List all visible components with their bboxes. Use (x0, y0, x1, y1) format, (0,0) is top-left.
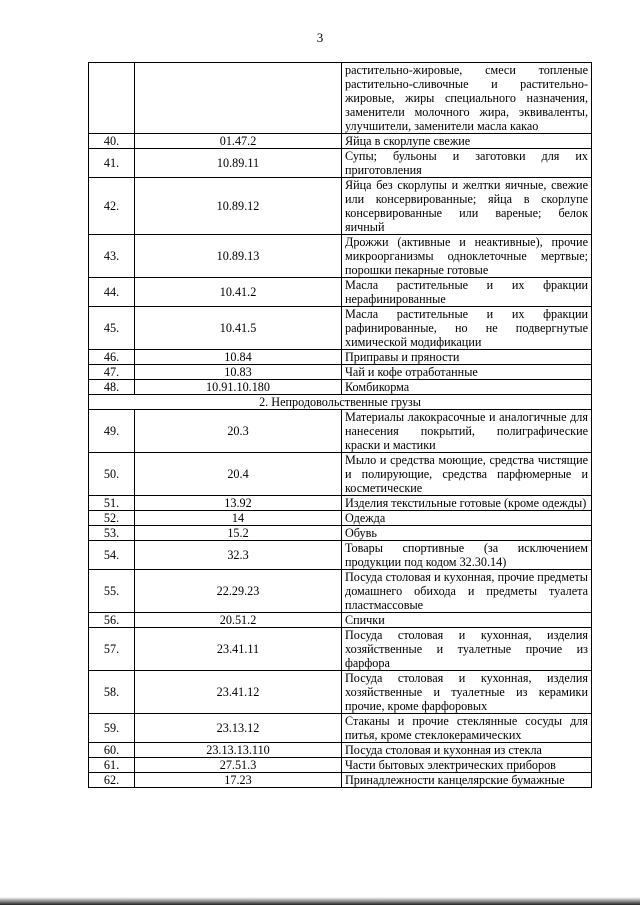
row-number: 58. (89, 671, 135, 714)
row-description: Части бытовых электрических приборов (342, 758, 592, 773)
section-row (89, 395, 592, 410)
table-row (89, 743, 592, 758)
row-number: 60. (89, 743, 135, 758)
row-code: 14 (135, 511, 342, 526)
table-row (89, 758, 592, 773)
row-code: 10.89.13 (135, 235, 342, 278)
table-row (89, 714, 592, 743)
table-row (89, 134, 592, 149)
row-code: 10.89.11 (135, 149, 342, 178)
row-code (135, 63, 342, 134)
row-code: 23.13.13.110 (135, 743, 342, 758)
row-description: Материалы лакокрасочные и аналогичные для нанесения покрытий, полиграфические краски и мастики (342, 410, 592, 453)
row-code: 20.51.2 (135, 613, 342, 628)
row-description: Мыло и средства моющие, средства чистящие и полирующие, средства парфюмерные и косметические (342, 453, 592, 496)
row-description: Посуда столовая и кухонная, прочие предметы домашнего обихода и предметы туалета пластмассовые (342, 570, 592, 613)
row-code: 13.92 (135, 496, 342, 511)
row-description: Посуда столовая и кухонная, изделия хозяйственные и туалетные из керамики прочие, кроме фарфоровых (342, 671, 592, 714)
table-row (89, 570, 592, 613)
row-number: 40. (89, 134, 135, 149)
row-description: Супы; бульоны и заготовки для их приготовления (342, 149, 592, 178)
row-number: 46. (89, 350, 135, 365)
row-code: 10.84 (135, 350, 342, 365)
row-description: Комбикорма (342, 380, 592, 395)
row-description: Принадлежности канцелярские бумажные (342, 773, 592, 788)
row-description: Посуда столовая и кухонная из стекла (342, 743, 592, 758)
continuation-row (89, 63, 592, 134)
row-code: 10.41.5 (135, 307, 342, 350)
row-number: 43. (89, 235, 135, 278)
row-number: 50. (89, 453, 135, 496)
row-description: Спички (342, 613, 592, 628)
page-number: 3 (316, 30, 324, 45)
row-number: 49. (89, 410, 135, 453)
row-description: Масла растительные и их фракции нерафинированные (342, 278, 592, 307)
table-row (89, 235, 592, 278)
row-code: 23.41.12 (135, 671, 342, 714)
goods-table (88, 62, 592, 788)
row-code: 20.3 (135, 410, 342, 453)
row-number: 59. (89, 714, 135, 743)
row-number: 51. (89, 496, 135, 511)
row-code: 10.89.12 (135, 178, 342, 235)
row-number: 57. (89, 628, 135, 671)
row-description: Яйца без скорлупы и желтки яичные, свежие или консервированные; яйца в скорлупе консервированные или вареные; белок яичный (342, 178, 592, 235)
row-description: Одежда (342, 511, 592, 526)
table-row (89, 278, 592, 307)
row-number: 54. (89, 541, 135, 570)
row-number: 47. (89, 365, 135, 380)
table-row (89, 496, 592, 511)
row-number: 53. (89, 526, 135, 541)
row-code: 23.13.12 (135, 714, 342, 743)
table-row (89, 178, 592, 235)
row-code: 27.51.3 (135, 758, 342, 773)
row-code: 22.29.23 (135, 570, 342, 613)
row-number: 42. (89, 178, 135, 235)
row-description: Чай и кофе отработанные (342, 365, 592, 380)
row-description: Яйца в скорлупе свежие (342, 134, 592, 149)
table-row (89, 628, 592, 671)
row-code: 10.83 (135, 365, 342, 380)
row-number: 45. (89, 307, 135, 350)
table-row (89, 541, 592, 570)
row-number: 41. (89, 149, 135, 178)
row-description: Приправы и пряности (342, 350, 592, 365)
table-row (89, 365, 592, 380)
row-description: Масла растительные и их фракции рафинированные, но не подвергнутые химической модификации (342, 307, 592, 350)
row-code: 10.91.10.180 (135, 380, 342, 395)
row-description: Товары спортивные (за исключением продукции под кодом 32.30.14) (342, 541, 592, 570)
table-row (89, 671, 592, 714)
row-number: 48. (89, 380, 135, 395)
section-title: 2. Непродовольственные грузы (89, 395, 592, 410)
table-row (89, 773, 592, 788)
row-number (89, 63, 135, 134)
row-description: растительно-жировые, смеси топленые растительно-сливочные и растительно-жировые, жиры специального назначения, заменители молочного жира, эквиваленты, улучшители, заменители масла какао (342, 63, 592, 134)
row-number: 44. (89, 278, 135, 307)
table-row (89, 410, 592, 453)
row-number: 56. (89, 613, 135, 628)
table-row (89, 307, 592, 350)
row-code: 15.2 (135, 526, 342, 541)
row-description: Изделия текстильные готовые (кроме одежды) (342, 496, 592, 511)
row-code: 20.4 (135, 453, 342, 496)
scan-edge (0, 897, 640, 905)
row-code: 10.41.2 (135, 278, 342, 307)
row-code: 23.41.11 (135, 628, 342, 671)
row-code: 01.47.2 (135, 134, 342, 149)
table-row (89, 350, 592, 365)
row-number: 52. (89, 511, 135, 526)
row-code: 32.3 (135, 541, 342, 570)
row-number: 55. (89, 570, 135, 613)
table-body (89, 63, 592, 788)
table-row (89, 149, 592, 178)
table-row (89, 380, 592, 395)
table-row (89, 511, 592, 526)
row-description: Обувь (342, 526, 592, 541)
row-description: Стаканы и прочие стеклянные сосуды для питья, кроме стеклокерамических (342, 714, 592, 743)
row-code: 17.23 (135, 773, 342, 788)
table-row (89, 526, 592, 541)
table-row (89, 453, 592, 496)
row-number: 62. (89, 773, 135, 788)
table-row (89, 613, 592, 628)
row-number: 61. (89, 758, 135, 773)
row-description: Посуда столовая и кухонная, изделия хозяйственные и туалетные прочие из фарфора (342, 628, 592, 671)
row-description: Дрожжи (активные и неактивные), прочие микроорганизмы одноклеточные мертвые; порошки пекарные готовые (342, 235, 592, 278)
